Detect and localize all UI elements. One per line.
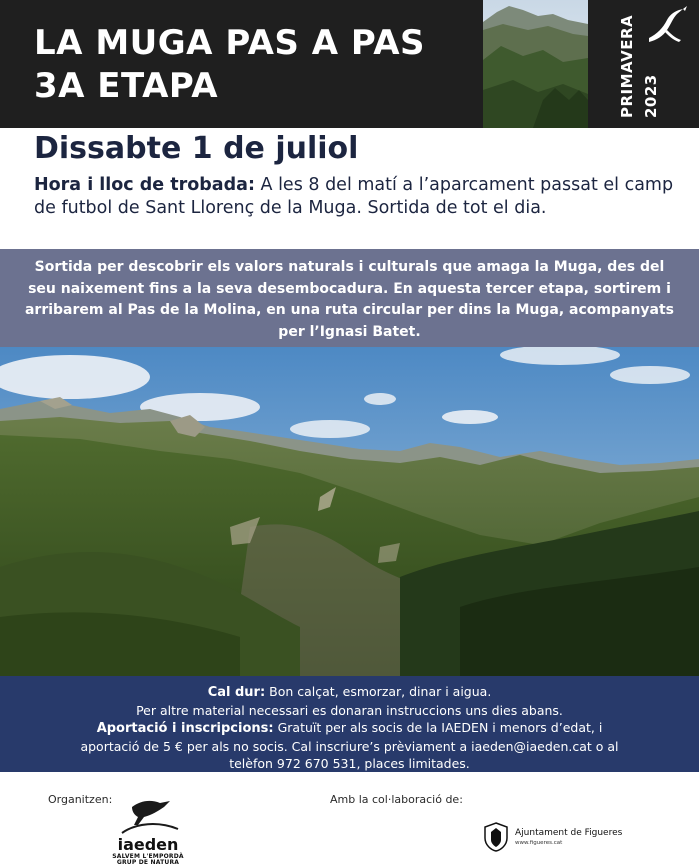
fee-text: Gratuït per als socis de la IAEDEN i menors d’edat, i aportació de 5 € per als no socis. Cal inscriure’s prèviament a iaeden@iaeden.cat o al telèfon 972 670 531, places limitades. bbox=[80, 720, 619, 771]
title-line-1: LA MUGA PAS A PAS bbox=[34, 23, 425, 63]
event-date: Dissabte 1 de juliol bbox=[34, 131, 359, 166]
bring-text: Bon calçat, esmorzar, dinar i aigua. bbox=[265, 684, 492, 699]
meeting-info bbox=[34, 174, 674, 220]
bring-line bbox=[0, 683, 699, 702]
event-description: Sortida per descobrir els valors naturals i culturals que amaga la Muga, des del seu naixement fins a la seva desembocadura. En aquesta tercer etapa, sortirem i arribarem al Pas de la Molina, en una ruta circular per dins la Muga, acompanyats per l’Ignasi Batet. bbox=[24, 259, 675, 340]
practical-info-band bbox=[0, 676, 699, 772]
iaeden-subtitle-2: GRUP DE NATURA bbox=[116, 859, 180, 866]
year-label: 2023 bbox=[642, 74, 660, 118]
figueres-url: www.figueres.cat bbox=[515, 840, 563, 846]
iaeden-logo bbox=[108, 795, 188, 865]
stork-icon bbox=[643, 4, 688, 48]
season-label: PRIMAVERA bbox=[618, 14, 636, 118]
description-band bbox=[0, 249, 699, 347]
organizers-label: Organitzen: bbox=[48, 793, 113, 806]
meeting-text: A les 8 del matí a l’aparcament passat el camp de futbol de Sant Llorenç de la Muga. Sortida de tot el dia. bbox=[34, 175, 674, 218]
fee-label: Aportació i inscripcions: bbox=[96, 721, 274, 736]
figueres-logo bbox=[483, 822, 633, 852]
figueres-name: Ajuntament de Figueres bbox=[515, 828, 623, 838]
header-mountain-photo bbox=[483, 0, 588, 128]
season-tag bbox=[588, 0, 699, 128]
fee-paragraph bbox=[0, 719, 699, 773]
event-title bbox=[34, 22, 425, 108]
title-line-2: 3A ETAPA bbox=[34, 66, 219, 106]
iaeden-stork-icon bbox=[108, 795, 188, 835]
landscape-photo bbox=[0, 347, 699, 676]
bring-label: Cal dur: bbox=[207, 685, 266, 700]
iaeden-name: iaeden bbox=[117, 835, 179, 854]
iaeden-subtitle-1: SALVEM L'EMPORDÀ bbox=[112, 853, 184, 860]
collaboration-label: Amb la col·laboració de: bbox=[330, 793, 463, 806]
other-material-line: Per altre material necessari es donaran instruccions uns dies abans. bbox=[136, 702, 563, 718]
figueres-seal-icon bbox=[483, 822, 509, 852]
meeting-label: Hora i lloc de trobada: bbox=[34, 175, 255, 195]
